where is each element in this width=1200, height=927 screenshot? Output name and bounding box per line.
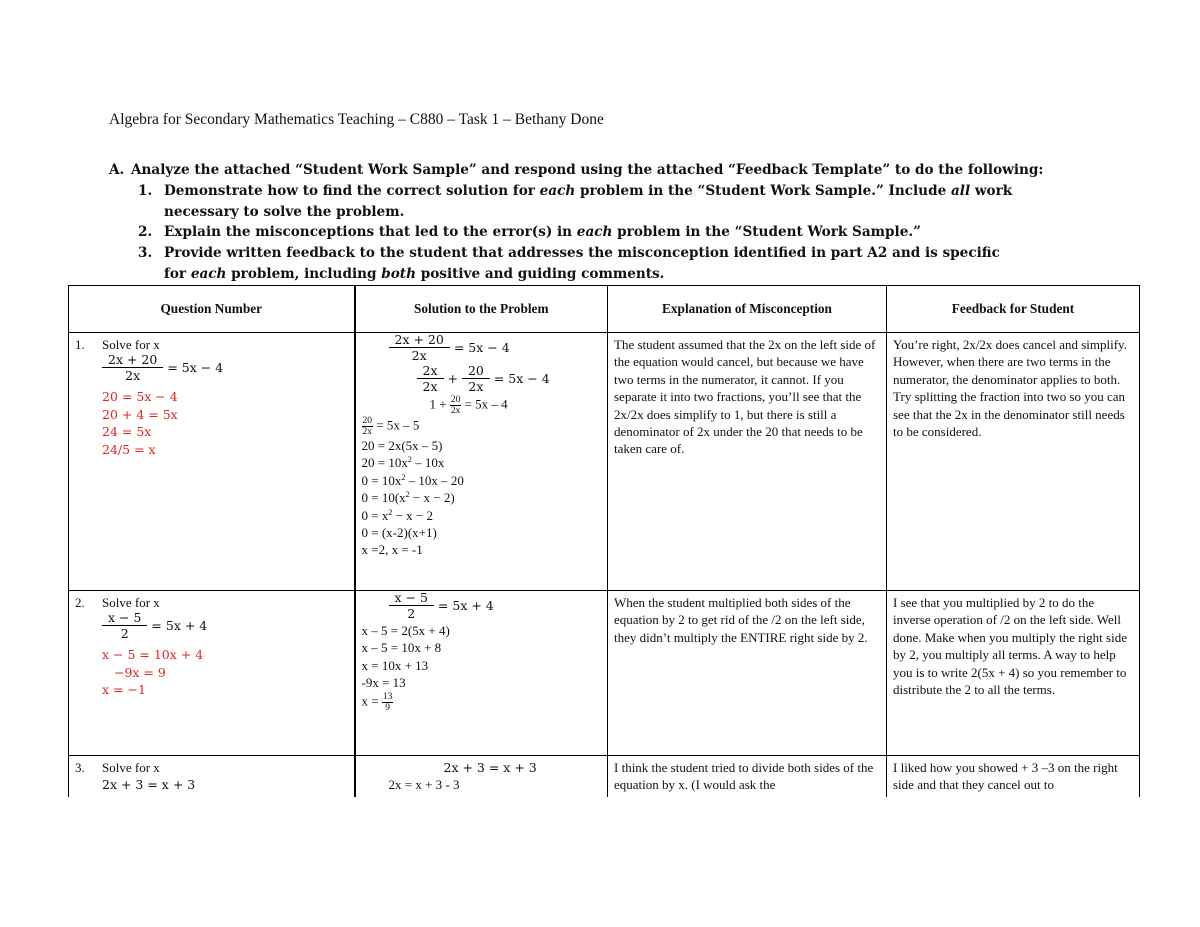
header-explanation: Explanation of Misconception: [608, 286, 887, 333]
instruction-a1-cont: necessary to solve the problem.: [164, 203, 405, 220]
explanation-cell: The student assumed that the 2x on the left side of the equation would cancel, but because we have two terms in the numerator, it cannot. If you separate it into two fractions, you’ll see that the 2x/2x does simplify to 1, but there is still a denominator of 2x under the 20 that needs to be taken care of.: [608, 333, 887, 591]
feedback-cell: I liked how you showed + 3 –3 on the right side and that they cancel out to: [887, 756, 1140, 797]
question-equation: $\frac{2x + 20}{2x}$ = 5x − 4: [75, 353, 348, 384]
table-row: [69, 591, 1140, 756]
table-row: [69, 756, 1140, 797]
question-cell: 2. Solve for x $\frac{x - 5}{2}$ = 5x + 4 x − 5 = 10x + 4 −9x = 9 x = −1: [69, 591, 355, 756]
instruction-a: A. Analyze the attached “Student Work Sample” and respond using the attached “Feedback Template” to do the following:: [109, 162, 1044, 178]
document-header: Algebra for Secondary Mathematics Teaching – C880 – Task 1 – Bethany Done: [109, 111, 604, 128]
instruction-a1: 1. Demonstrate how to find the correct solution for each problem in the “Student Work Sample.” Include all work: [138, 182, 1013, 199]
question-cell: 3. Solve for x 2x + 3 = x + 3: [69, 756, 355, 797]
task-instructions: [109, 160, 1043, 285]
question-equation: 2x + 3 = x + 3: [102, 777, 196, 793]
instruction-a3-cont: for each problem, including both positive and guiding comments.: [164, 265, 665, 282]
question-cell: 1. Solve for x $\frac{2x + 20}{2x}$ = 5x − 4 20 = 5x − 4 20 + 4 = 5x 24 = 5x 24/5 = x: [69, 333, 355, 591]
header-feedback: Feedback for Student: [887, 286, 1140, 333]
question-equation: $\frac{x - 5}{2}$ = 5x + 4: [75, 611, 348, 642]
explanation-cell: I think the student tried to divide both sides of the equation by x. (I would ask the: [608, 756, 887, 797]
header-question-number: Question Number: [69, 286, 355, 333]
feedback-cell: You’re right, 2x/2x does cancel and simplify. However, when there are two terms in the numerator, the denominator applies to both. Try splitting the fraction into two so you can see that the 2x in the denominator still needs to be considered.: [887, 333, 1140, 591]
explanation-cell: When the student multiplied both sides of the equation by 2 to get rid of the /2 on the left side, they didn’t multiply the ENTIRE right side by 2.: [608, 591, 887, 756]
instruction-a3: 3. Provide written feedback to the student that addresses the misconception identified in part A2 and is specific: [138, 245, 1000, 262]
feedback-table: [68, 285, 1140, 797]
header-solution: Solution to the Problem: [355, 286, 608, 333]
student-work: 20 = 5x − 4 20 + 4 = 5x 24 = 5x 24/5 = x: [102, 389, 178, 457]
table-header-row: [69, 286, 1140, 333]
solution-cell: $\frac{2x + 20}{2x}$ = 5x − 4 $\frac{2x}{2x}$ + $\frac{20}{2x}$ = 5x − 4 1 + $\frac{20}{2x}$ = 5x – 4 $\frac{20}{2x}$ = 5x – 5 20 = 2x(5x – 5) $20 = 10x^2 - 10x$ $0 = 10x^2 - 10x - 20$ $0 = 10(x^2 - x - 2)$ $0 = x^2 - x - 2$ 0 = (x-2)(x+1) x =2, x = -1: [355, 333, 608, 591]
student-work: x − 5 = 10x + 4 −9x = 9 x = −1: [102, 647, 204, 698]
instruction-a2: 2. Explain the misconceptions that led to the error(s) in each problem in the “Student Work Sample.”: [138, 224, 921, 241]
table-row: [69, 333, 1140, 591]
solution-cell: 2x + 3 = x + 3 2x = x + 3 - 3: [355, 756, 608, 797]
feedback-cell: I see that you multiplied by 2 to do the inverse operation of /2 on the left side. Well done. Make when you multiply the right side by 2, you multiply all terms. A way to help you is to write 2(5x + 4) so you remember to distribute the 2 to all the terms.: [887, 591, 1140, 756]
solution-cell: $\frac{x - 5}{2}$ = 5x + 4 x – 5 = 2(5x + 4) x – 5 = 10x + 8 x = 10x + 13 -9x = 13 x = $\frac{13}{9}$: [355, 591, 608, 756]
